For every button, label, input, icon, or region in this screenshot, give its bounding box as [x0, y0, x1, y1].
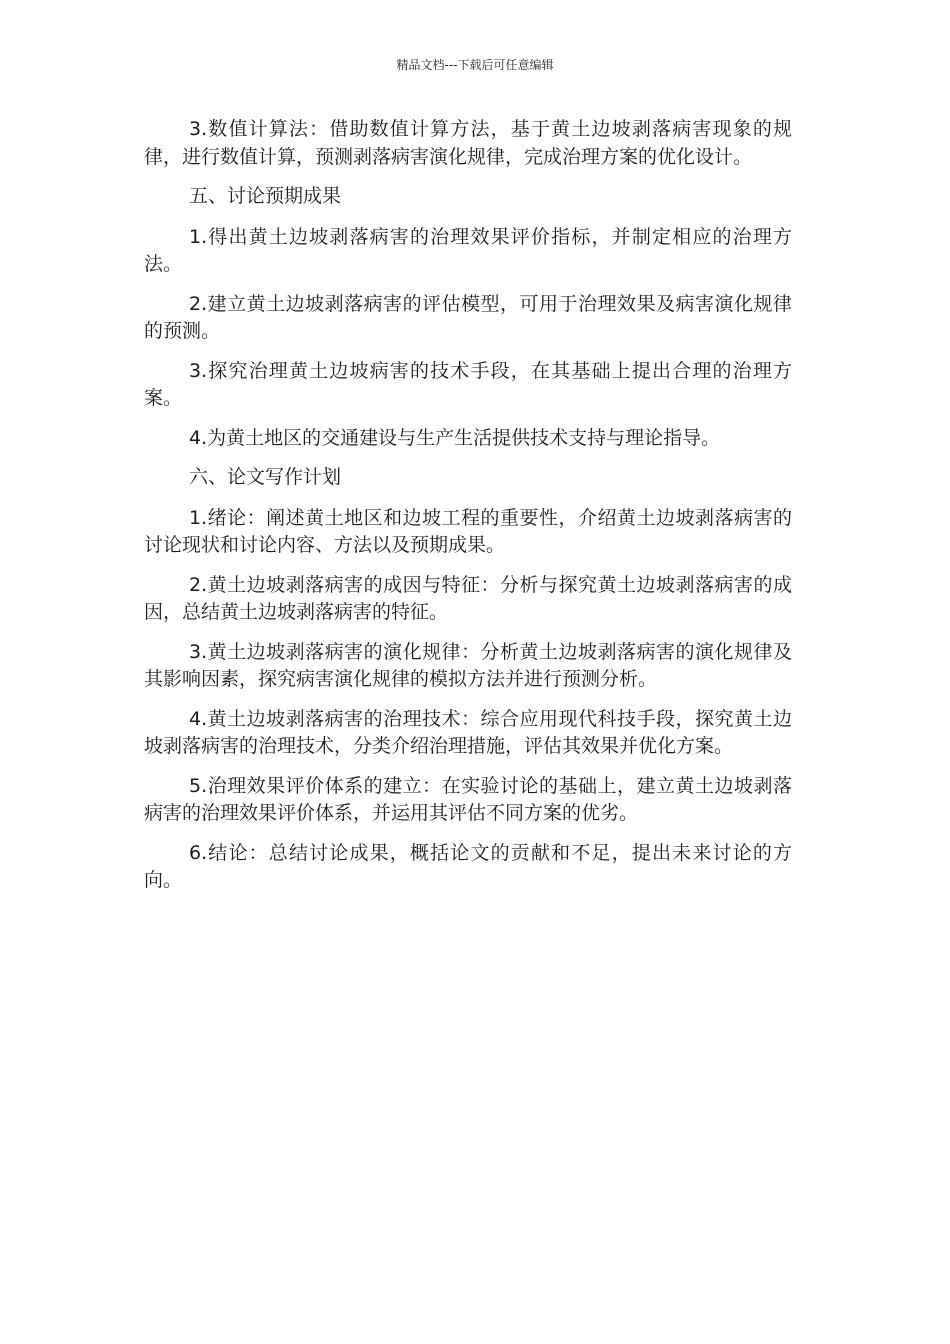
paragraph-result-3: 3.探究治理黄土边坡病害的技术手段，在其基础上提出合理的治理方案。 — [144, 359, 792, 409]
section-heading-writing-plan: 六、论文写作计划 — [189, 466, 342, 488]
paragraph-plan-3: 3.黄土边坡剥落病害的演化规律：分析黄土边坡剥落病害的演化规律及其影响因素，探究病害演化规律的模拟方法并进行预测分析。 — [144, 640, 792, 690]
paragraph-plan-6: 6.结论：总结讨论成果，概括论文的贡献和不足，提出未来讨论的方向。 — [144, 841, 792, 891]
section-heading-expected-results: 五、讨论预期成果 — [189, 185, 342, 207]
paragraph-plan-2: 2.黄土边坡剥落病害的成因与特征：分析与探究黄土边坡剥落病害的成因，总结黄土边坡剥落病害的特征。 — [144, 573, 792, 623]
document-body — [144, 116, 792, 907]
paragraph-plan-5: 5.治理效果评价体系的建立：在实验讨论的基础上，建立黄土边坡剥落病害的治理效果评价体系，并运用其评估不同方案的优劣。 — [144, 774, 792, 824]
paragraph-result-4: 4.为黄土地区的交通建设与生产生活提供技术支持与理论指导。 — [189, 426, 721, 449]
paragraph-plan-1: 1.绪论：阐述黄土地区和边坡工程的重要性，介绍黄土边坡剥落病害的讨论现状和讨论内容、方法以及预期成果。 — [144, 506, 792, 556]
paragraph-result-2: 2.建立黄土边坡剥落病害的评估模型，可用于治理效果及病害演化规律的预测。 — [144, 292, 792, 342]
paragraph-plan-4: 4.黄土边坡剥落病害的治理技术：综合应用现代科技手段，探究黄土边坡剥落病害的治理技术，分类介绍治理措施，评估其效果并优化方案。 — [144, 707, 792, 757]
paragraph-numerical-method: 3.数值计算法：借助数值计算方法，基于黄土边坡剥落病害现象的规律，进行数值计算，预测剥落病害演化规律，完成治理方案的优化设计。 — [144, 118, 792, 168]
page-header: 精品文档---下载后可任意编辑 — [396, 58, 554, 72]
paragraph-result-1: 1.得出黄土边坡剥落病害的治理效果评价指标，并制定相应的治理方法。 — [144, 225, 792, 275]
